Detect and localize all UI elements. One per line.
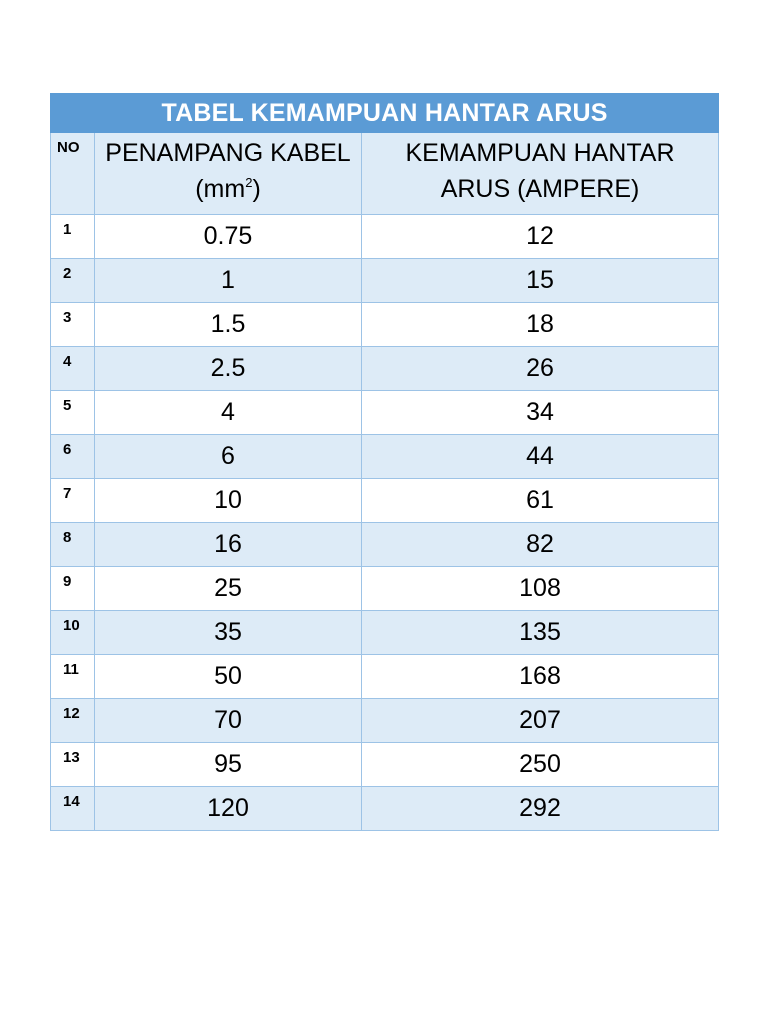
cross-section-cell: 4 xyxy=(95,391,362,435)
current-capacity-cell: 44 xyxy=(362,435,719,479)
ampacity-table xyxy=(50,93,719,831)
current-capacity-cell: 108 xyxy=(362,567,719,611)
row-number-cell: 1 xyxy=(51,215,95,259)
cross-section-cell: 2.5 xyxy=(95,347,362,391)
cross-section-cell: 0.75 xyxy=(95,215,362,259)
table-row xyxy=(51,743,719,787)
cross-section-cell: 1 xyxy=(95,259,362,303)
header-unit-open: (mm xyxy=(195,175,246,203)
current-capacity-cell: 135 xyxy=(362,611,719,655)
cross-section-cell: 25 xyxy=(95,567,362,611)
header-current-capacity-line1: KEMAMPUAN HANTAR xyxy=(405,139,675,167)
current-capacity-cell: 207 xyxy=(362,699,719,743)
header-unit-exponent: 2 xyxy=(245,175,253,190)
header-current-capacity xyxy=(362,133,719,215)
row-number-cell: 3 xyxy=(51,303,95,347)
row-number-cell: 6 xyxy=(51,435,95,479)
table-row xyxy=(51,699,719,743)
table-row xyxy=(51,787,719,831)
row-number-cell: 11 xyxy=(51,655,95,699)
cross-section-cell: 16 xyxy=(95,523,362,567)
header-cross-section xyxy=(95,133,362,215)
header-current-capacity-line2: ARUS (AMPERE) xyxy=(440,175,640,203)
cross-section-cell: 10 xyxy=(95,479,362,523)
current-capacity-cell: 26 xyxy=(362,347,719,391)
table-row xyxy=(51,215,719,259)
current-capacity-cell: 34 xyxy=(362,391,719,435)
row-number-cell: 9 xyxy=(51,567,95,611)
row-number-cell: 10 xyxy=(51,611,95,655)
table-header-row xyxy=(51,133,719,215)
table-row xyxy=(51,391,719,435)
cross-section-cell: 6 xyxy=(95,435,362,479)
header-cross-section-line2 xyxy=(95,171,361,207)
table-title: TABEL KEMAMPUAN HANTAR ARUS xyxy=(51,94,719,133)
current-capacity-cell: 292 xyxy=(362,787,719,831)
cross-section-cell: 35 xyxy=(95,611,362,655)
table-body xyxy=(51,215,719,831)
table-row xyxy=(51,347,719,391)
row-number-cell: 8 xyxy=(51,523,95,567)
current-capacity-cell: 168 xyxy=(362,655,719,699)
table-row xyxy=(51,259,719,303)
cross-section-cell: 50 xyxy=(95,655,362,699)
table-row xyxy=(51,435,719,479)
current-capacity-cell: 18 xyxy=(362,303,719,347)
row-number-cell: 7 xyxy=(51,479,95,523)
table-row xyxy=(51,523,719,567)
header-no: NO xyxy=(51,133,95,215)
row-number-cell: 12 xyxy=(51,699,95,743)
cross-section-cell: 120 xyxy=(95,787,362,831)
row-number-cell: 4 xyxy=(51,347,95,391)
row-number-cell: 2 xyxy=(51,259,95,303)
current-capacity-cell: 12 xyxy=(362,215,719,259)
current-capacity-cell: 15 xyxy=(362,259,719,303)
row-number-cell: 14 xyxy=(51,787,95,831)
table-row xyxy=(51,479,719,523)
table-row xyxy=(51,655,719,699)
table-row xyxy=(51,611,719,655)
cross-section-cell: 1.5 xyxy=(95,303,362,347)
table-row xyxy=(51,567,719,611)
row-number-cell: 13 xyxy=(51,743,95,787)
header-cross-section-line1: PENAMPANG KABEL xyxy=(105,139,351,167)
table-title-row xyxy=(51,94,719,133)
header-unit-close: ) xyxy=(252,175,261,203)
row-number-cell: 5 xyxy=(51,391,95,435)
current-capacity-cell: 61 xyxy=(362,479,719,523)
cross-section-cell: 95 xyxy=(95,743,362,787)
cross-section-cell: 70 xyxy=(95,699,362,743)
table-row xyxy=(51,303,719,347)
current-capacity-cell: 82 xyxy=(362,523,719,567)
current-capacity-cell: 250 xyxy=(362,743,719,787)
